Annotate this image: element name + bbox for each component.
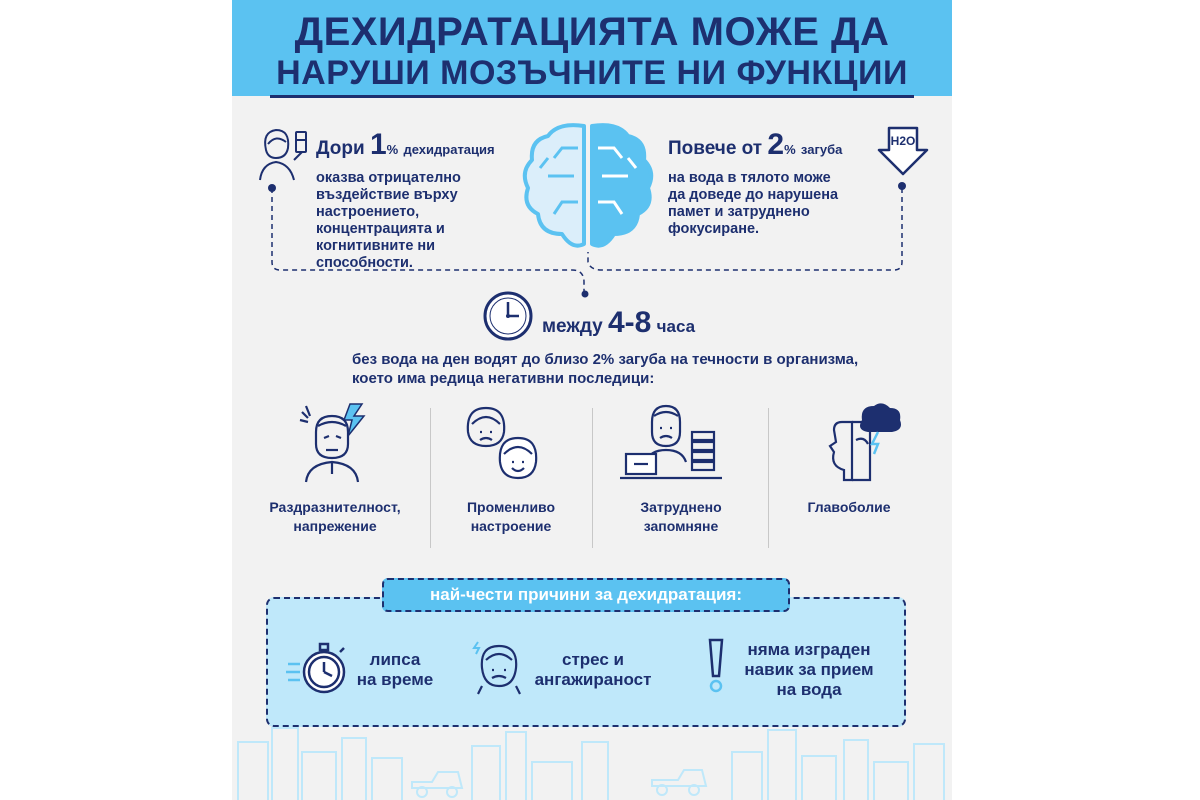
middle-fact-body: без вода на ден водят до близо 2% загуба на течности в организма, което има редица негативни последици: xyxy=(352,351,859,387)
effect-label-mood: Променливо настроение xyxy=(466,499,556,534)
water-down-arrow-icon xyxy=(875,122,931,178)
cause-no-habit: няма изграден навик за прием на вода xyxy=(744,640,874,699)
left-fact-heading: Дори 1% дехидратация xyxy=(316,128,495,161)
exclamation-icon xyxy=(706,638,726,694)
effect-label-irritability: Раздразнителност, напрежение xyxy=(269,499,401,534)
left-fact-body: оказва отрицателно въздействие върху настроението, концентрацията и когнитивните ни способности. xyxy=(316,170,461,271)
effects-separator-2 xyxy=(592,408,593,548)
effects-separator-1 xyxy=(430,408,431,548)
headache-cloud-icon xyxy=(826,400,906,484)
clock-icon xyxy=(482,290,534,342)
right-fact-heading: Повече от 2% загуба xyxy=(668,128,843,161)
cause-lack-of-time: липса на време xyxy=(356,650,434,689)
city-skyline-decoration xyxy=(232,722,952,800)
stressed-woman-icon xyxy=(474,638,524,694)
irritated-man-icon xyxy=(298,402,368,482)
cause-stress: стрес и ангажираност xyxy=(534,650,652,689)
woman-with-glass-icon xyxy=(254,124,314,184)
causes-title: най-чести причини за дехидратация: xyxy=(382,578,790,612)
effect-label-headache: Главоболие xyxy=(807,499,891,515)
effects-separator-3 xyxy=(768,408,769,548)
right-fact-body: на вода в тялото може да доведе до нарушена памет и затруднено фокусиране. xyxy=(668,170,839,237)
h2o-label: H2O xyxy=(890,134,916,148)
title-line-2: НАРУШИ МОЗЪЧНИТЕ НИ ФУНКЦИИ xyxy=(232,54,952,98)
title-line-1: ДЕХИДРАТАЦИЯТА МОЖЕ ДА xyxy=(294,10,890,54)
infographic-poster xyxy=(232,0,952,800)
mood-faces-icon xyxy=(464,402,544,482)
brain-icon xyxy=(518,118,658,258)
worker-at-desk-icon xyxy=(616,400,726,484)
stopwatch-icon xyxy=(286,640,350,696)
effect-label-memory: Затруднено запомняне xyxy=(640,499,722,534)
middle-fact-heading: между 4-8 часа xyxy=(542,306,696,339)
